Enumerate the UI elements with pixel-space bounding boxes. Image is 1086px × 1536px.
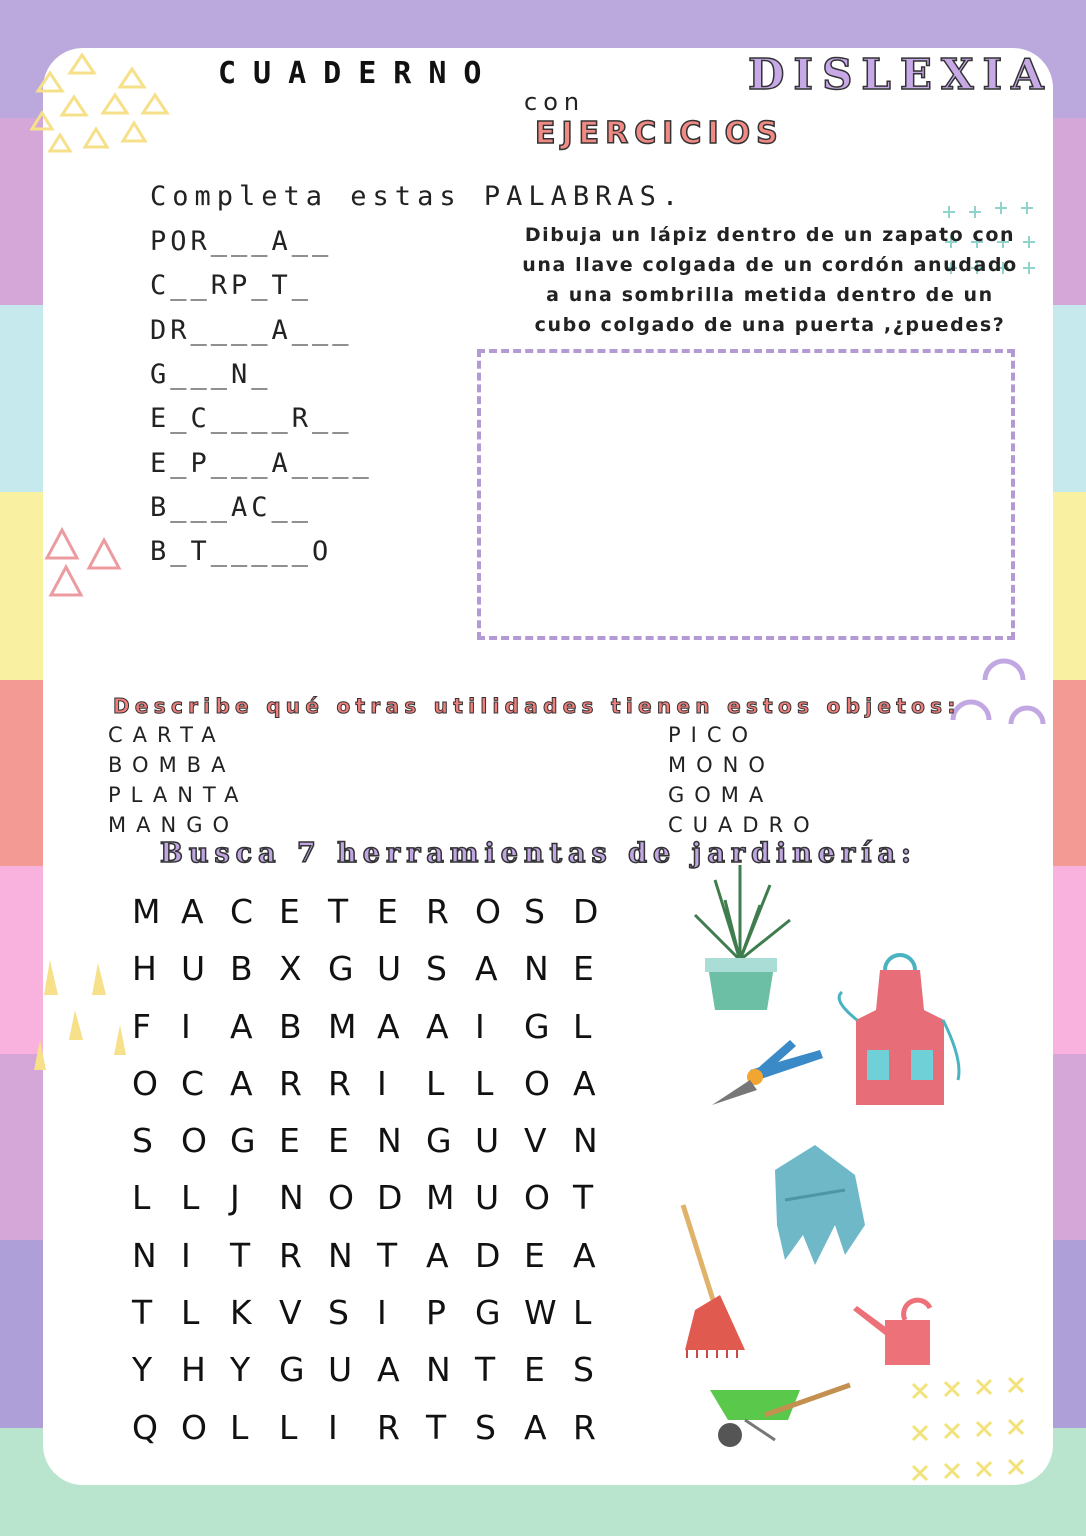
dibuja-instructions bbox=[500, 220, 1040, 340]
grid-letter[interactable]: A bbox=[230, 1006, 253, 1046]
grid-letter[interactable]: D bbox=[573, 892, 599, 931]
grid-row bbox=[132, 1007, 622, 1064]
incomplete-word: B___AC__ bbox=[150, 491, 313, 523]
incomplete-word: C__RP_T_ bbox=[150, 270, 313, 302]
grid-letter[interactable]: X bbox=[279, 949, 302, 989]
header-title-con: con bbox=[524, 88, 586, 116]
grid-letter[interactable]: E bbox=[377, 892, 398, 931]
grid-letter[interactable]: R bbox=[279, 1235, 302, 1275]
grid-letter[interactable]: Q bbox=[132, 1407, 158, 1447]
instruction-line: Dibuja un lápiz dentro de un zapato con bbox=[524, 224, 1016, 246]
grid-letter[interactable]: Y bbox=[230, 1350, 251, 1390]
grid-letter[interactable]: A bbox=[573, 1235, 596, 1275]
grid-row bbox=[132, 1236, 622, 1293]
incomplete-word: G___N_ bbox=[150, 358, 272, 390]
grid-letter[interactable]: O bbox=[132, 1063, 158, 1103]
grid-letter[interactable]: E bbox=[279, 892, 300, 931]
grid-letter[interactable]: L bbox=[573, 1006, 592, 1046]
grid-letter[interactable]: O bbox=[181, 1407, 207, 1447]
grid-letter[interactable]: A bbox=[426, 1006, 449, 1046]
object-word: GOMA bbox=[668, 783, 774, 807]
grid-letter[interactable]: R bbox=[573, 1407, 596, 1447]
header-title-ejercicios: EJERCICIOS bbox=[535, 116, 784, 151]
grid-letter[interactable]: E bbox=[524, 1235, 545, 1275]
grid-letter[interactable]: L bbox=[279, 1407, 298, 1447]
object-word: PICO bbox=[668, 723, 759, 747]
object-word: CUADRO bbox=[668, 813, 820, 837]
grid-letter[interactable]: I bbox=[377, 1063, 387, 1103]
grid-letter[interactable]: V bbox=[279, 1293, 302, 1333]
grid-letter[interactable]: G bbox=[279, 1350, 305, 1390]
grid-letter[interactable]: P bbox=[426, 1293, 446, 1333]
spikes-decoration bbox=[30, 955, 140, 1075]
grid-letter[interactable]: E bbox=[279, 1121, 300, 1161]
header-brand-dislexia: DISLEXIA bbox=[748, 50, 1053, 99]
grid-letter[interactable]: A bbox=[426, 1235, 449, 1275]
grid-letter[interactable]: N bbox=[377, 1121, 402, 1161]
gardening-gloves-illustration bbox=[755, 1140, 875, 1265]
grid-letter[interactable]: M bbox=[132, 892, 161, 931]
grid-letter[interactable]: J bbox=[230, 1178, 240, 1218]
object-word: PLANTA bbox=[108, 783, 249, 807]
triangles-decoration-yellow bbox=[30, 45, 180, 155]
busca-title: Busca 7 herramientas de jardinería: bbox=[160, 838, 917, 869]
grid-letter[interactable]: N bbox=[426, 1350, 451, 1390]
grid-letter[interactable]: R bbox=[279, 1063, 302, 1103]
grid-letter[interactable]: C bbox=[230, 892, 254, 931]
grid-letter[interactable]: R bbox=[377, 1407, 400, 1447]
grid-letter[interactable]: I bbox=[377, 1293, 387, 1333]
instruction-line: una llave colgada de un cordón anudado bbox=[522, 254, 1018, 276]
grid-letter[interactable]: M bbox=[426, 1178, 455, 1218]
grid-letter[interactable]: E bbox=[328, 1121, 349, 1161]
grid-letter[interactable]: H bbox=[181, 1350, 206, 1390]
grid-row bbox=[132, 949, 622, 1006]
grid-letter[interactable]: T bbox=[426, 1407, 447, 1447]
grid-letter[interactable]: S bbox=[475, 1407, 496, 1447]
grid-letter[interactable]: S bbox=[426, 949, 447, 989]
object-word: MONO bbox=[668, 753, 775, 777]
grid-letter[interactable]: L bbox=[475, 1063, 494, 1103]
incomplete-word: POR___A__ bbox=[150, 226, 333, 257]
grid-letter[interactable]: S bbox=[132, 1121, 153, 1161]
grid-letter[interactable]: T bbox=[573, 1178, 594, 1218]
grid-letter[interactable]: L bbox=[573, 1293, 592, 1333]
grid-letter[interactable]: G bbox=[328, 949, 354, 989]
grid-letter[interactable]: O bbox=[328, 1178, 354, 1218]
grid-letter[interactable]: A bbox=[377, 1006, 400, 1046]
instruction-line: cubo colgado de una puerta ,¿puedes? bbox=[534, 314, 1006, 336]
grid-letter[interactable]: T bbox=[132, 1293, 153, 1333]
grid-letter[interactable]: B bbox=[279, 1006, 302, 1046]
grid-letter[interactable]: S bbox=[573, 1350, 594, 1390]
grid-letter[interactable]: C bbox=[181, 1063, 205, 1103]
grid-letter[interactable]: O bbox=[475, 892, 501, 931]
grid-letter[interactable]: T bbox=[475, 1350, 496, 1390]
completa-title: Completa estas PALABRAS. bbox=[150, 181, 685, 212]
pruning-shears-illustration bbox=[710, 1030, 830, 1110]
grid-letter[interactable]: A bbox=[181, 892, 204, 931]
word-search-grid bbox=[132, 892, 622, 1465]
grid-letter[interactable]: T bbox=[328, 892, 349, 931]
object-word: MANGO bbox=[108, 813, 239, 837]
grid-letter[interactable]: A bbox=[230, 1063, 253, 1103]
grid-letter[interactable]: N bbox=[573, 1121, 598, 1161]
incomplete-word: E_P___A____ bbox=[150, 447, 373, 479]
object-word: CARTA bbox=[108, 723, 226, 747]
grid-letter[interactable]: N bbox=[524, 949, 549, 989]
grid-row bbox=[132, 1293, 622, 1350]
grid-letter[interactable]: T bbox=[230, 1235, 251, 1275]
grid-letter[interactable]: E bbox=[573, 949, 594, 989]
describe-title: Describe qué otras utilidades tienen estos objetos: bbox=[113, 694, 961, 718]
grid-letter[interactable]: L bbox=[181, 1178, 200, 1218]
apron-illustration bbox=[835, 940, 965, 1110]
incomplete-word: DR____A___ bbox=[150, 314, 353, 346]
grid-letter[interactable]: G bbox=[230, 1121, 256, 1161]
grid-letter[interactable]: A bbox=[475, 949, 498, 989]
header-title-cuaderno: CUADERNO bbox=[218, 56, 499, 91]
grid-letter[interactable]: I bbox=[181, 1235, 191, 1275]
grid-letter[interactable]: I bbox=[328, 1407, 338, 1447]
watering-can-illustration bbox=[850, 1295, 945, 1370]
grid-letter[interactable]: T bbox=[377, 1235, 398, 1275]
grid-row bbox=[132, 1064, 622, 1121]
instruction-line: a una sombrilla metida dentro de un bbox=[546, 284, 994, 306]
grid-row bbox=[132, 892, 622, 949]
incomplete-word: B_T_____O bbox=[150, 536, 333, 568]
grid-letter[interactable]: D bbox=[475, 1235, 501, 1275]
grid-letter[interactable]: F bbox=[132, 1006, 151, 1046]
grid-letter[interactable]: G bbox=[426, 1121, 452, 1161]
grid-letter[interactable]: U bbox=[377, 949, 402, 989]
grid-letter[interactable]: U bbox=[475, 1121, 500, 1161]
grid-letter[interactable]: A bbox=[377, 1350, 400, 1390]
incomplete-word: E_C____R__ bbox=[150, 403, 353, 435]
rake-illustration bbox=[675, 1200, 755, 1360]
grid-letter[interactable]: A bbox=[524, 1407, 547, 1447]
grid-letter[interactable]: N bbox=[328, 1235, 353, 1275]
potted-plant-illustration bbox=[685, 860, 800, 1015]
grid-letter[interactable]: G bbox=[475, 1293, 501, 1333]
grid-letter[interactable]: O bbox=[524, 1063, 550, 1103]
grid-letter[interactable]: M bbox=[328, 1006, 357, 1046]
grid-letter[interactable]: R bbox=[328, 1063, 351, 1103]
grid-letter[interactable]: O bbox=[181, 1121, 207, 1161]
grid-letter[interactable]: H bbox=[132, 949, 157, 989]
grid-letter[interactable]: R bbox=[426, 892, 449, 931]
grid-letter[interactable]: K bbox=[230, 1293, 252, 1333]
grid-letter[interactable]: I bbox=[475, 1006, 485, 1046]
grid-letter[interactable]: S bbox=[328, 1293, 349, 1333]
grid-row bbox=[132, 1350, 622, 1407]
x-marks-decoration bbox=[905, 1370, 1035, 1485]
grid-row bbox=[132, 1121, 622, 1178]
drawing-area[interactable] bbox=[477, 349, 1015, 640]
grid-letter[interactable]: O bbox=[524, 1178, 550, 1218]
grid-letter[interactable]: B bbox=[230, 949, 253, 989]
grid-letter[interactable]: L bbox=[132, 1178, 151, 1218]
object-word: BOMBA bbox=[108, 753, 236, 777]
triangles-decoration-pink bbox=[40, 525, 130, 600]
grid-letter[interactable]: L bbox=[230, 1407, 249, 1447]
grid-letter[interactable]: Y bbox=[132, 1350, 153, 1390]
grid-letter[interactable]: V bbox=[524, 1121, 547, 1161]
grid-letter[interactable]: A bbox=[573, 1063, 596, 1103]
grid-letter[interactable]: I bbox=[181, 1006, 191, 1046]
grid-letter[interactable]: S bbox=[524, 892, 545, 931]
grid-letter[interactable]: N bbox=[132, 1235, 157, 1275]
arches-decoration bbox=[945, 650, 1050, 730]
grid-letter[interactable]: U bbox=[475, 1178, 500, 1218]
grid-letter[interactable]: E bbox=[524, 1350, 545, 1390]
grid-letter[interactable]: U bbox=[181, 949, 206, 989]
grid-row bbox=[132, 1178, 622, 1235]
wheelbarrow-illustration bbox=[705, 1375, 855, 1455]
grid-letter[interactable]: L bbox=[426, 1063, 445, 1103]
grid-letter[interactable]: N bbox=[279, 1178, 304, 1218]
grid-row bbox=[132, 1408, 622, 1465]
grid-letter[interactable]: G bbox=[524, 1006, 550, 1046]
grid-letter[interactable]: D bbox=[377, 1178, 403, 1218]
grid-letter[interactable]: U bbox=[328, 1350, 353, 1390]
grid-letter[interactable]: L bbox=[181, 1293, 200, 1333]
grid-letter[interactable]: W bbox=[524, 1293, 557, 1333]
